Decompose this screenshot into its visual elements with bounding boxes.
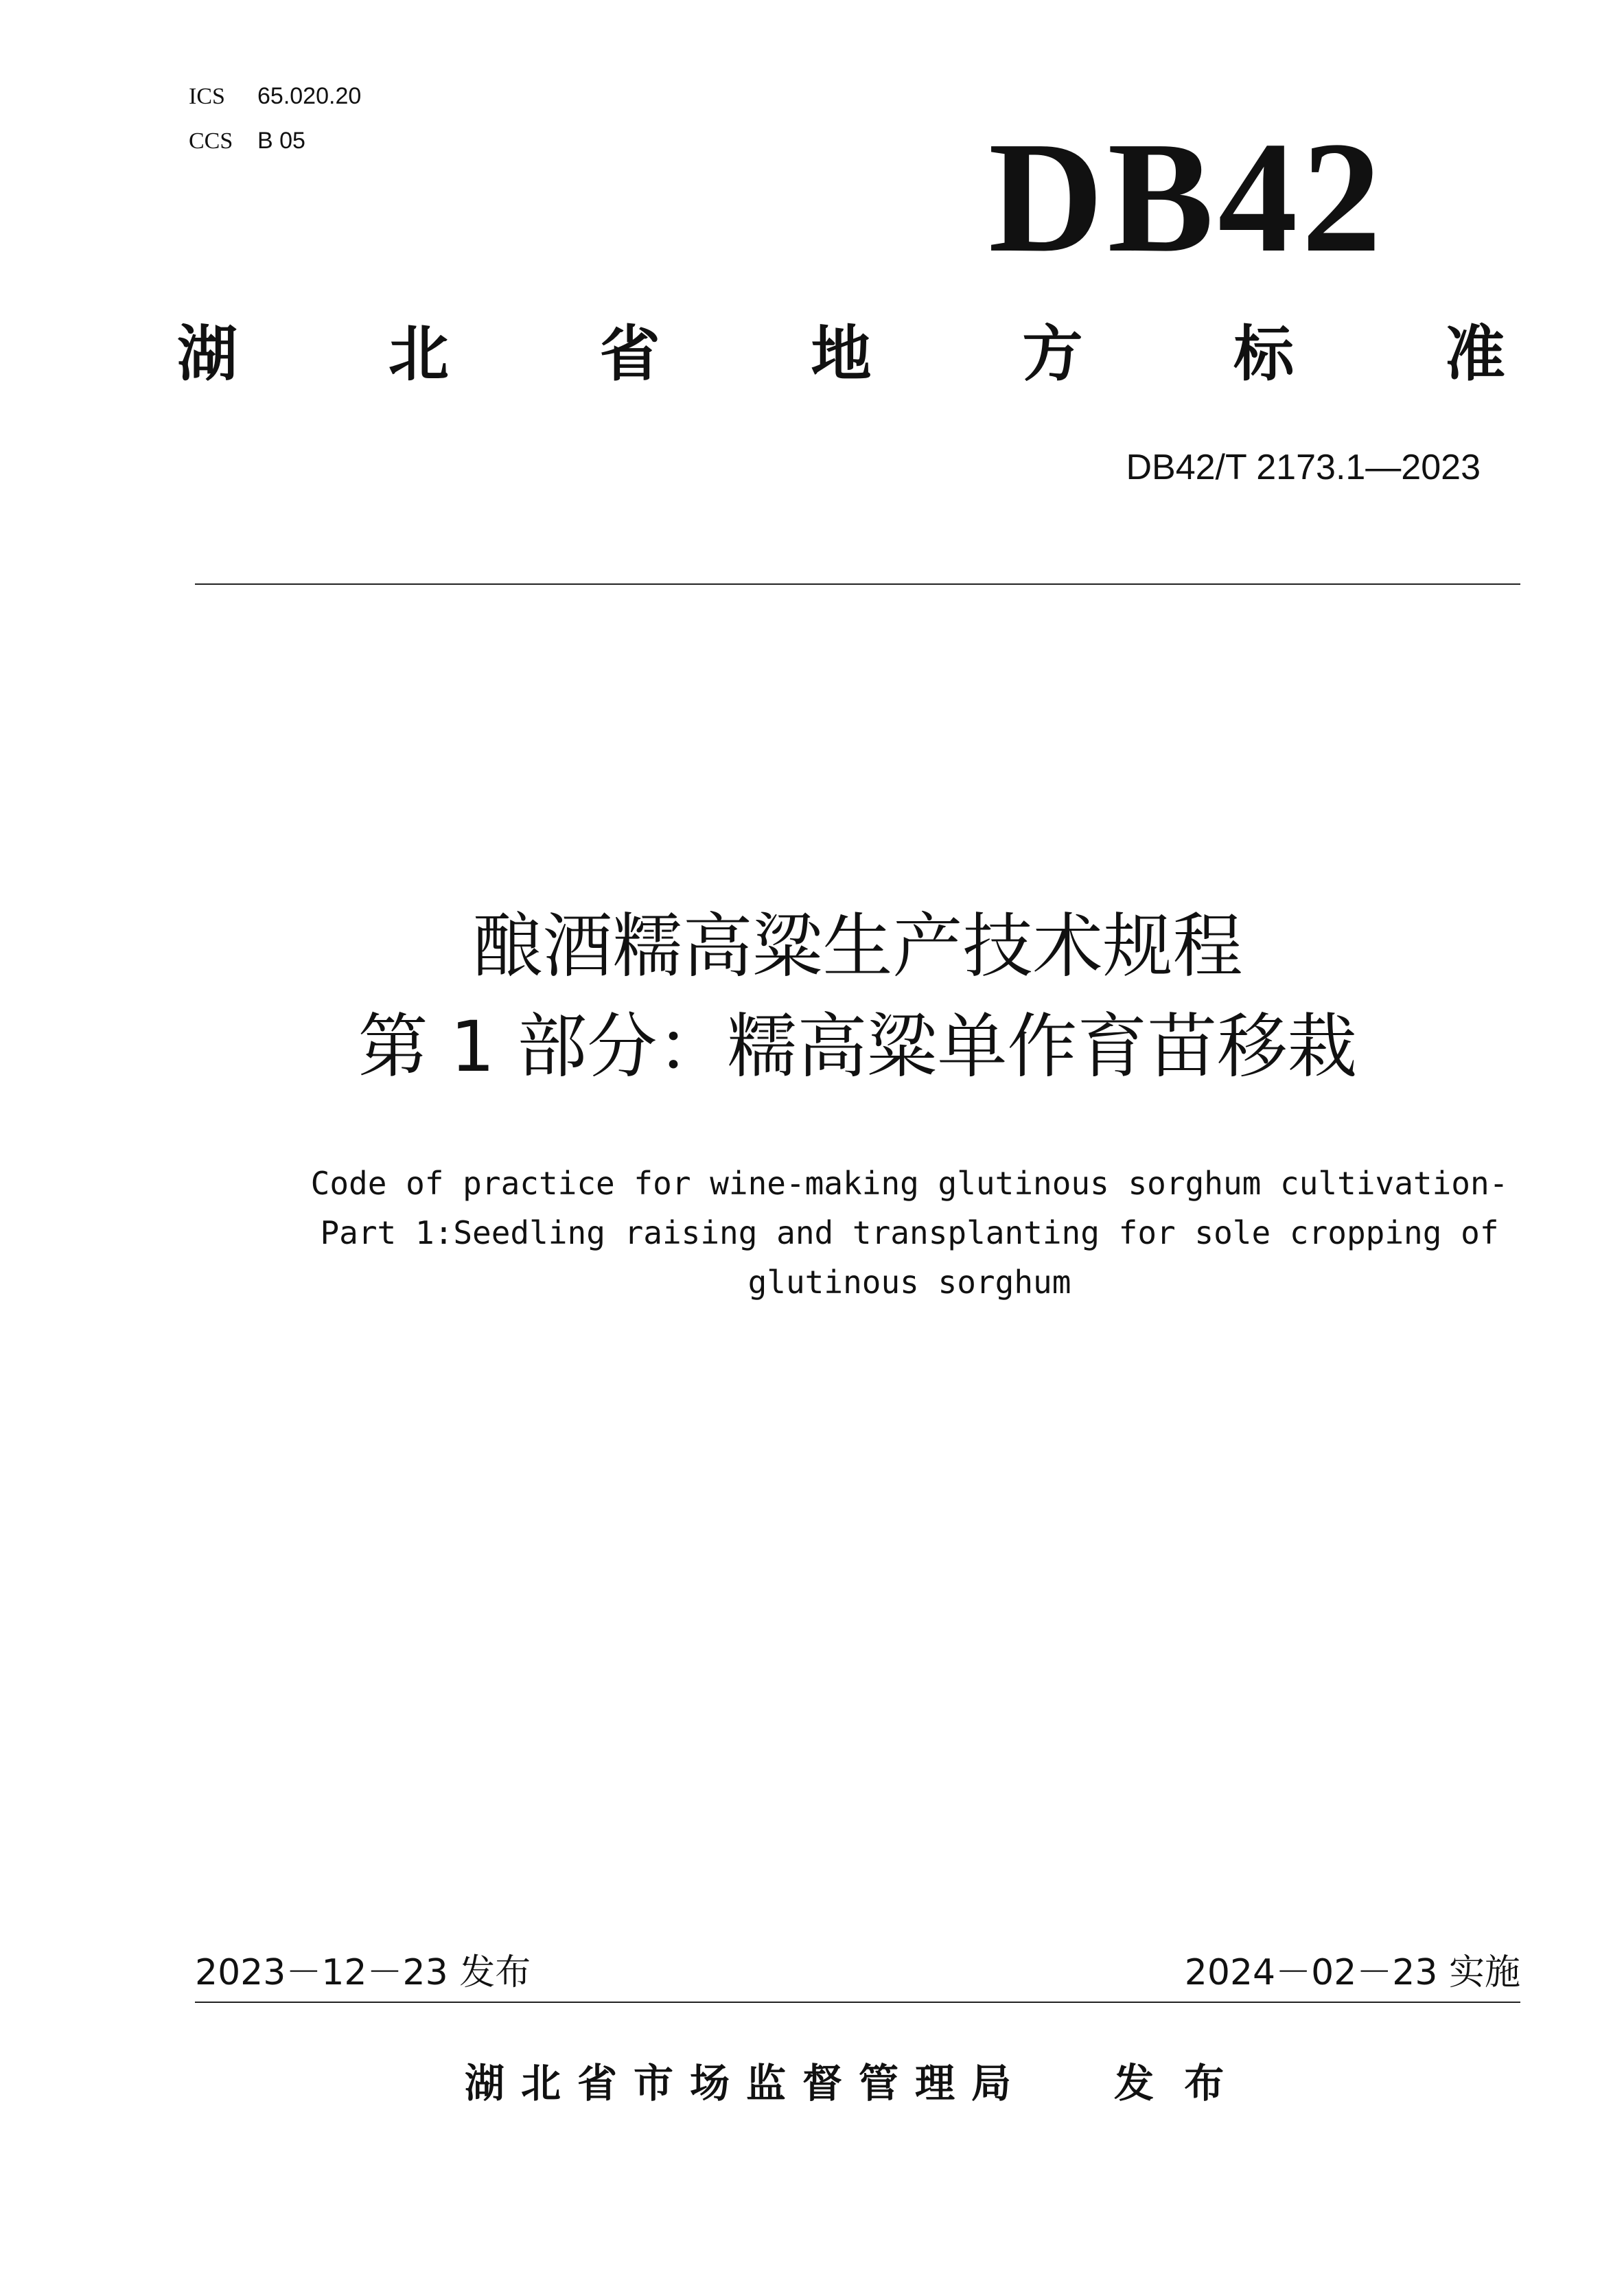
dates-row (195, 1952, 1520, 1993)
ics-row (189, 74, 361, 119)
standard-type-char: 北 (388, 318, 449, 389)
ccs-code: B 05 (257, 128, 305, 154)
standard-logo: DB42 (988, 109, 1386, 286)
standard-type-char: 省 (599, 318, 660, 389)
standard-type-heading (177, 318, 1505, 389)
standard-type-char: 湖 (177, 318, 238, 389)
standard-type-char: 标 (1233, 318, 1295, 389)
standard-type-char: 准 (1444, 318, 1505, 389)
english-title-line-1: Code of practice for wine-making glutinous sorghum cultivation- (310, 1165, 1509, 1202)
english-title-line-2: Part 1:Seedling raising and transplanting for sole cropping of (320, 1214, 1499, 1251)
standard-number: DB42/T 2173.1—2023 (1126, 448, 1481, 487)
document-title (195, 897, 1520, 1098)
ics-label: ICS (189, 84, 225, 109)
title-line-2: 第 1 部分：糯高粱单作育苗移栽 (358, 1006, 1358, 1088)
english-title-line-3: glutinous sorghum (747, 1264, 1071, 1301)
issuer-action: 发 布 (1114, 2060, 1233, 2107)
classification-block (189, 74, 361, 163)
standard-type-char: 地 (811, 318, 872, 389)
standard-type-char: 方 (1022, 318, 1083, 389)
ccs-row (189, 119, 361, 163)
top-divider (195, 583, 1520, 585)
title-line-1: 酿酒糯高粱生产技术规程 (472, 906, 1243, 988)
ccs-label: CCS (189, 128, 233, 154)
bottom-divider (195, 2002, 1520, 2003)
implementation-date: 2024－02－23 实施 (1184, 1952, 1520, 1993)
issuer-name: 湖北省市场监督管理局 (465, 2060, 1028, 2107)
ics-code: 65.020.20 (257, 83, 362, 109)
english-title (295, 1159, 1524, 1307)
issue-date: 2023－12－23 发布 (195, 1952, 531, 1993)
